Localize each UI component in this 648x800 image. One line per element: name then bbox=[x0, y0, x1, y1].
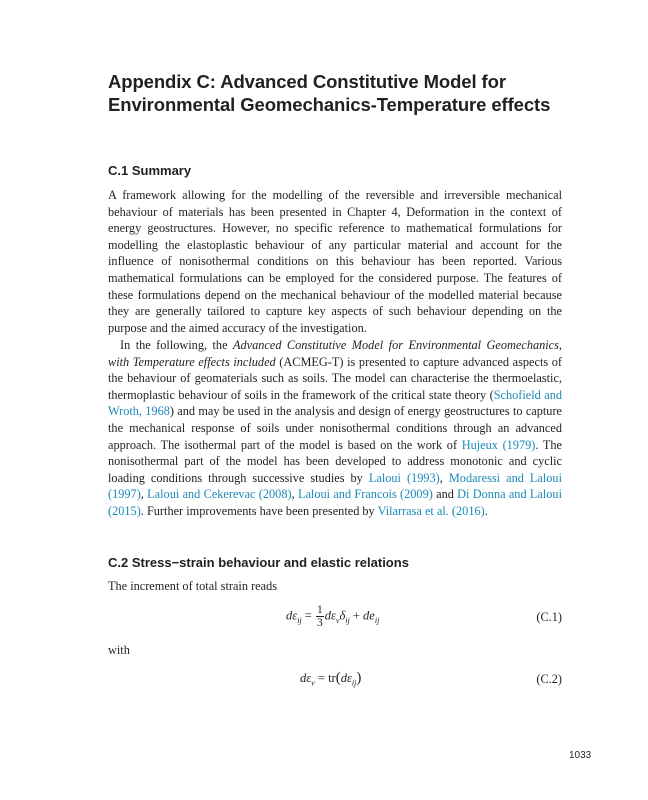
citation-link[interactable]: Laloui (1993) bbox=[368, 470, 440, 485]
eq-symbol: de bbox=[363, 608, 375, 623]
eq-symbol: dε bbox=[340, 671, 352, 685]
summary-paragraph-2 bbox=[108, 337, 562, 520]
text-run: ) and may be used in the analysis and design of energy geostructures to capture the mechanical response of soils under nonisothermal conditions through an advanced approach. The isothermal part of the model is based on the work of bbox=[108, 404, 562, 452]
equation-number: (C.2) bbox=[536, 672, 562, 686]
citation-link[interactable]: Modaressi and Laloui (1997) bbox=[108, 470, 562, 502]
text-run: and bbox=[432, 487, 458, 502]
chapter-title-line-1: Appendix C: Advanced Constitutive Model for bbox=[108, 71, 506, 92]
eq-subscript: ij bbox=[297, 615, 302, 625]
section-heading-stress-strain: C.2 Stress−strain behaviour and elastic relations bbox=[108, 555, 409, 570]
text-run: , bbox=[140, 487, 148, 502]
fraction-numerator: 1 bbox=[316, 604, 323, 616]
chapter-title-line-2: Environmental Geomechanics-Temperature effects bbox=[108, 94, 551, 115]
equation-c1 bbox=[108, 602, 562, 634]
page-number: 1033 bbox=[569, 750, 592, 761]
eq-symbol: dε bbox=[324, 608, 336, 623]
eq-subscript: v bbox=[335, 615, 340, 625]
text-run: (ACMEG-T) is presented to capture advanced aspects of the behaviour of geomaterials such as soils. The model can characterise the thermoelastic, thermoplastic behaviour of soils in the framework of the critical state theory ( bbox=[108, 354, 562, 402]
eq-symbol: dε bbox=[300, 671, 312, 685]
equation-c2-body bbox=[300, 670, 361, 688]
text-run: In the following, the bbox=[120, 338, 233, 352]
text-run: . The nonisothermal part of the model has been developed to address monotonic and cyclic loading conditions through successive studies by bbox=[108, 437, 563, 485]
eq-operator: = bbox=[301, 608, 315, 623]
text-run: . Further improvements have been presented by bbox=[140, 503, 378, 518]
equation-c2 bbox=[108, 666, 562, 698]
citation-link[interactable]: Vilarrasa et al. (2016) bbox=[377, 503, 485, 518]
eq-operator: = bbox=[314, 671, 329, 685]
eq-paren: ( bbox=[335, 670, 341, 686]
citation-link[interactable]: Schofield and Wroth, 1968 bbox=[108, 387, 562, 419]
chapter-title bbox=[108, 70, 568, 116]
trace-operator: tr bbox=[328, 671, 336, 685]
citation-link[interactable]: Di Donna and Laloui (2015) bbox=[108, 487, 562, 518]
fraction-denominator: 3 bbox=[316, 617, 323, 629]
text-run: , bbox=[291, 487, 298, 502]
summary-paragraph-1: A framework allowing for the modelling of the reversible and irreversible mechanical behaviour of materials has been presented in Chapter 4, Deformation in the context of energy geostructures. However, no specific reference to mathematical formulations for modelling the elastoplastic behaviour of any particular material and account for the influence of nonisothermal conditions on this behaviour has been reported. Various mathematical formulations can be employed for the considered purpose. The features of these formulations depend on the mechanical behaviour of the modelled material because they are generally tailored to capture key aspects of such behaviour depending on the purpose and the aimed accuracy of the investigation. bbox=[108, 188, 562, 335]
equation-intro-text: The increment of total strain reads bbox=[108, 579, 278, 593]
citation-link[interactable]: Laloui and Francois (2009) bbox=[297, 487, 433, 502]
eq-subscript: v bbox=[311, 678, 315, 688]
equation-number: (C.1) bbox=[536, 610, 562, 624]
eq-paren: ) bbox=[356, 670, 362, 686]
section-heading-summary: C.1 Summary bbox=[108, 163, 192, 178]
text-run: , bbox=[439, 470, 449, 485]
citation-link[interactable]: Hujeux (1979) bbox=[461, 437, 536, 452]
citation-link[interactable]: Laloui and Cekerevac (2008) bbox=[147, 487, 292, 502]
eq-subscript: ij bbox=[345, 615, 350, 625]
eq-symbol: δ bbox=[339, 608, 346, 623]
equation-c1-body bbox=[286, 604, 379, 629]
with-text: with bbox=[108, 643, 130, 657]
eq-subscript: ij bbox=[351, 678, 357, 688]
eq-symbol: dε bbox=[286, 608, 298, 623]
fraction bbox=[316, 604, 324, 629]
text-run: . bbox=[484, 503, 488, 518]
model-name: Advanced Constitutive Model for Environmental Geomechanics, with Temperature effects included bbox=[108, 338, 562, 369]
eq-operator: + bbox=[349, 608, 364, 623]
eq-subscript: ij bbox=[374, 615, 380, 625]
